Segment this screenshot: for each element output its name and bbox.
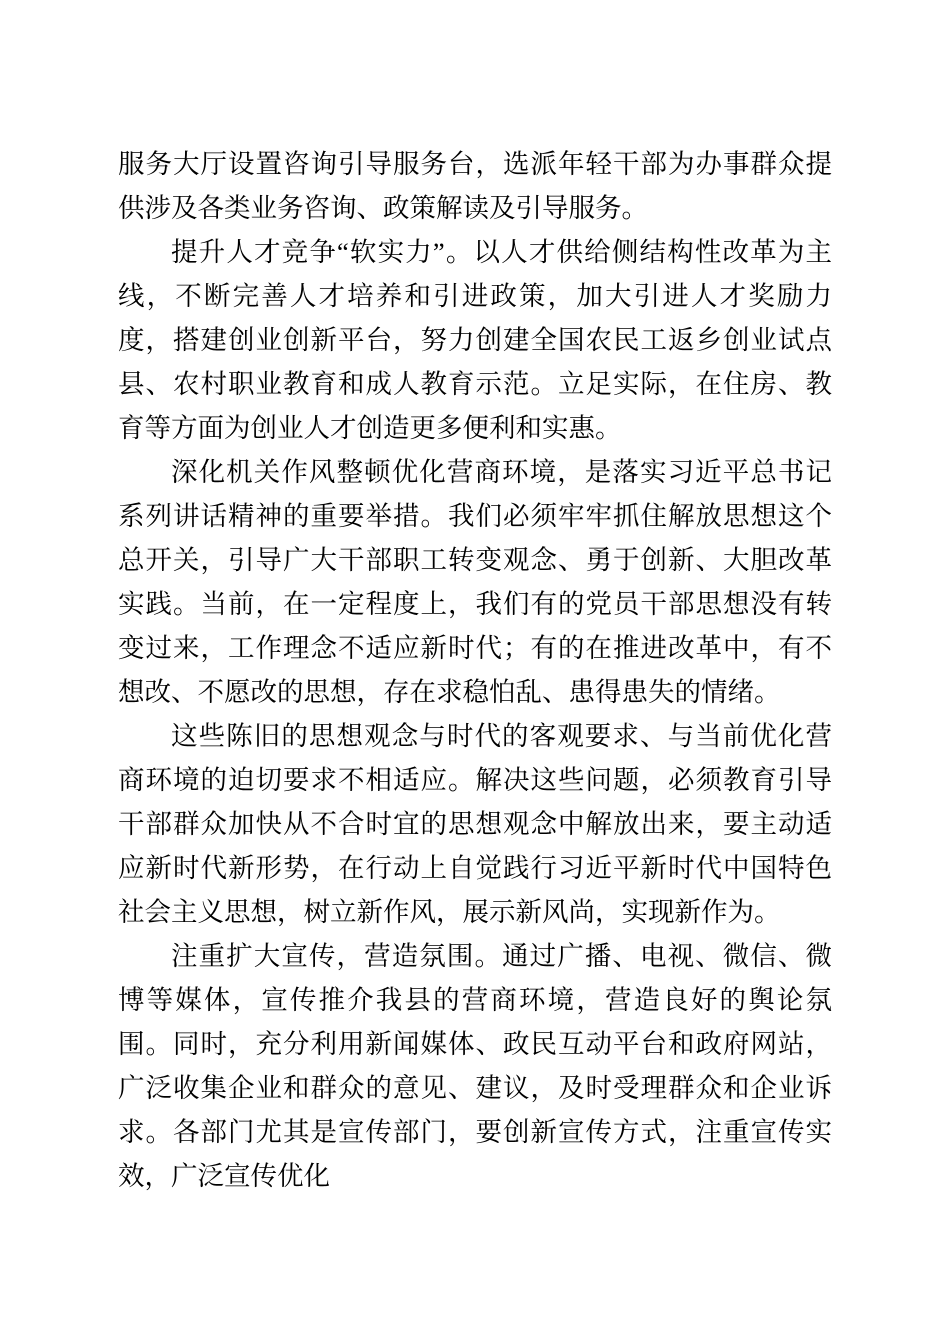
paragraph-continuation: 服务大厅设置咨询引导服务台，选派年轻干部为办事群众提供涉及各类业务咨询、政策解读及引导服务。 xyxy=(118,149,832,223)
text-body xyxy=(118,142,832,1198)
paragraph-outdated-ideas: 这些陈旧的思想观念与时代的客观要求、与当前优化营商环境的迫切要求不相适应。解决这些问题，必须教育引导干部群众加快从不合时宜的思想观念中解放出来，要主动适应新时代新形势，在行动上自觉践行习近平新时代中国特色社会主义思想，树立新作风，展示新风尚，实现新作为。 xyxy=(118,721,832,927)
paragraph-publicity: 注重扩大宣传，营造氛围。通过广播、电视、微信、微博等媒体，宣传推介我县的营商环境，营造良好的舆论氛围。同时，充分利用新闻媒体、政民互动平台和政府网站，广泛收集企业和群众的意见、建议，及时受理群众和企业诉求。各部门尤其是宣传部门，要创新宣传方式，注重宣传实效，广泛宣传优化 xyxy=(118,941,832,1191)
paragraph-talent-soft-power: 提升人才竞争“软实力”。以人才供给侧结构性改革为主线，不断完善人才培养和引进政策，加大引进人才奖励力度，搭建创业创新平台，努力创建全国农民工返乡创业试点县、农村职业教育和成人教育示范。立足实际，在住房、教育等方面为创业人才创造更多便利和实惠。 xyxy=(118,237,832,443)
paragraph-work-style-rectification: 深化机关作风整顿优化营商环境，是落实习近平总书记系列讲话精神的重要举措。我们必须牢牢抓住解放思想这个总开关，引导广大干部职工转变观念、勇于创新、大胆改革实践。当前，在一定程度上，我们有的党员干部思想没有转变过来，工作理念不适应新时代；有的在推进改革中，有不想改、不愿改的思想，存在求稳怕乱、患得患失的情绪。 xyxy=(118,457,832,707)
